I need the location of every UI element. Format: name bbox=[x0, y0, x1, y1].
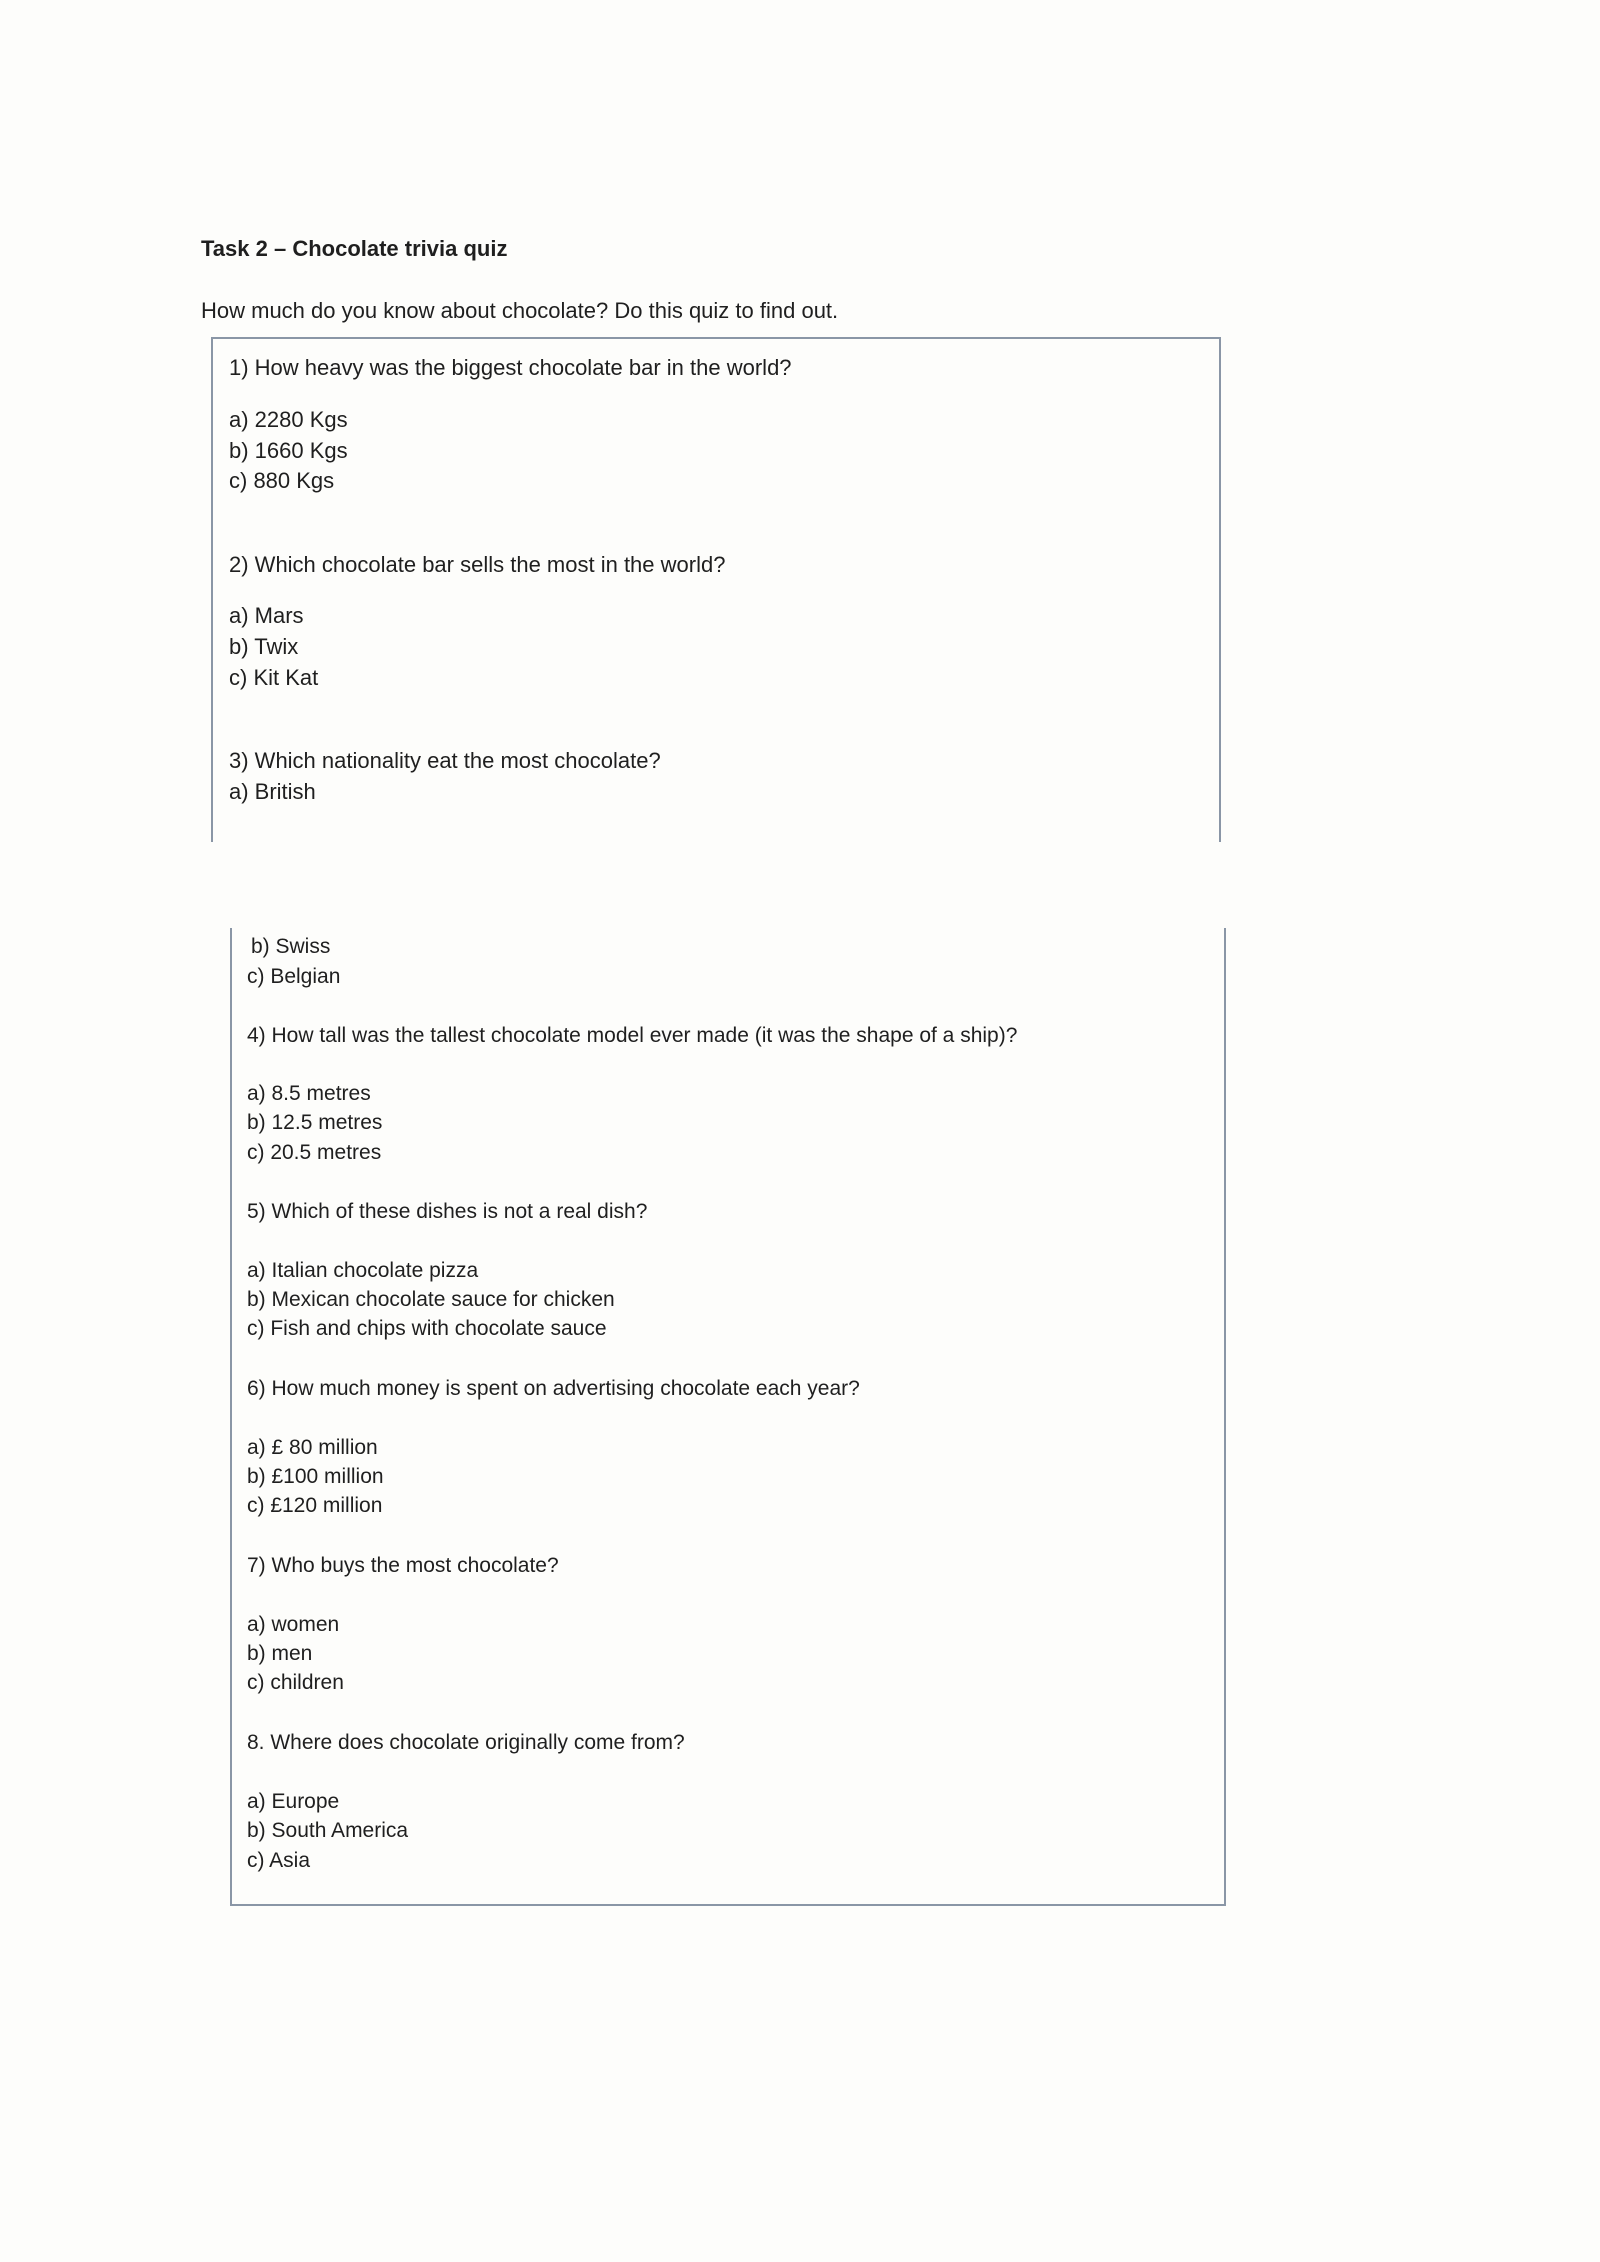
question-8: 8. Where does chocolate originally come from? bbox=[247, 1731, 685, 1754]
question-8-option-a: a) Europe bbox=[247, 1790, 340, 1813]
question-6-option-c: c) £120 million bbox=[247, 1494, 383, 1517]
question-2-option-c: c) Kit Kat bbox=[229, 665, 319, 690]
question-7-option-b: b) men bbox=[247, 1642, 313, 1665]
question-8-option-c: c) Asia bbox=[247, 1849, 311, 1872]
quiz-title: Task 2 – Chocolate trivia quiz bbox=[201, 236, 508, 261]
question-5-option-c: c) Fish and chips with chocolate sauce bbox=[247, 1317, 607, 1340]
question-1: 1) How heavy was the biggest chocolate bar in the world? bbox=[229, 355, 792, 380]
question-2-option-a: a) Mars bbox=[229, 603, 304, 628]
question-3: 3) Which nationality eat the most chocolate? bbox=[229, 748, 661, 773]
question-3-option-a: a) British bbox=[229, 779, 316, 804]
question-5-option-b: b) Mexican chocolate sauce for chicken bbox=[247, 1288, 615, 1311]
question-4-option-b: b) 12.5 metres bbox=[247, 1111, 383, 1134]
question-7-option-a: a) women bbox=[247, 1613, 340, 1636]
quiz-intro: How much do you know about chocolate? Do this quiz to find out. bbox=[201, 298, 839, 323]
question-4-option-c: c) 20.5 metres bbox=[247, 1141, 382, 1164]
quiz-box-part-2 bbox=[230, 928, 1226, 1906]
question-4-option-a: a) 8.5 metres bbox=[247, 1082, 371, 1105]
question-2: 2) Which chocolate bar sells the most in the world? bbox=[229, 552, 726, 577]
quiz-box-part-1 bbox=[211, 337, 1221, 842]
question-4: 4) How tall was the tallest chocolate model ever made (it was the shape of a ship)? bbox=[247, 1024, 1018, 1047]
question-7: 7) Who buys the most chocolate? bbox=[247, 1554, 559, 1577]
question-6: 6) How much money is spent on advertising chocolate each year? bbox=[247, 1377, 860, 1400]
question-6-option-b: b) £100 million bbox=[247, 1465, 384, 1488]
question-5: 5) Which of these dishes is not a real dish? bbox=[247, 1200, 648, 1223]
question-5-option-a: a) Italian chocolate pizza bbox=[247, 1259, 479, 1282]
question-3-option-c: c) Belgian bbox=[247, 965, 341, 988]
question-3-option-b: b) Swiss bbox=[251, 935, 331, 958]
question-1-option-a: a) 2280 Kgs bbox=[229, 407, 348, 432]
question-2-option-b: b) Twix bbox=[229, 634, 299, 659]
question-6-option-a: a) £ 80 million bbox=[247, 1436, 378, 1459]
question-1-option-c: c) 880 Kgs bbox=[229, 468, 335, 493]
question-8-option-b: b) South America bbox=[247, 1819, 409, 1842]
question-1-option-b: b) 1660 Kgs bbox=[229, 438, 348, 463]
question-7-option-c: c) children bbox=[247, 1671, 344, 1694]
